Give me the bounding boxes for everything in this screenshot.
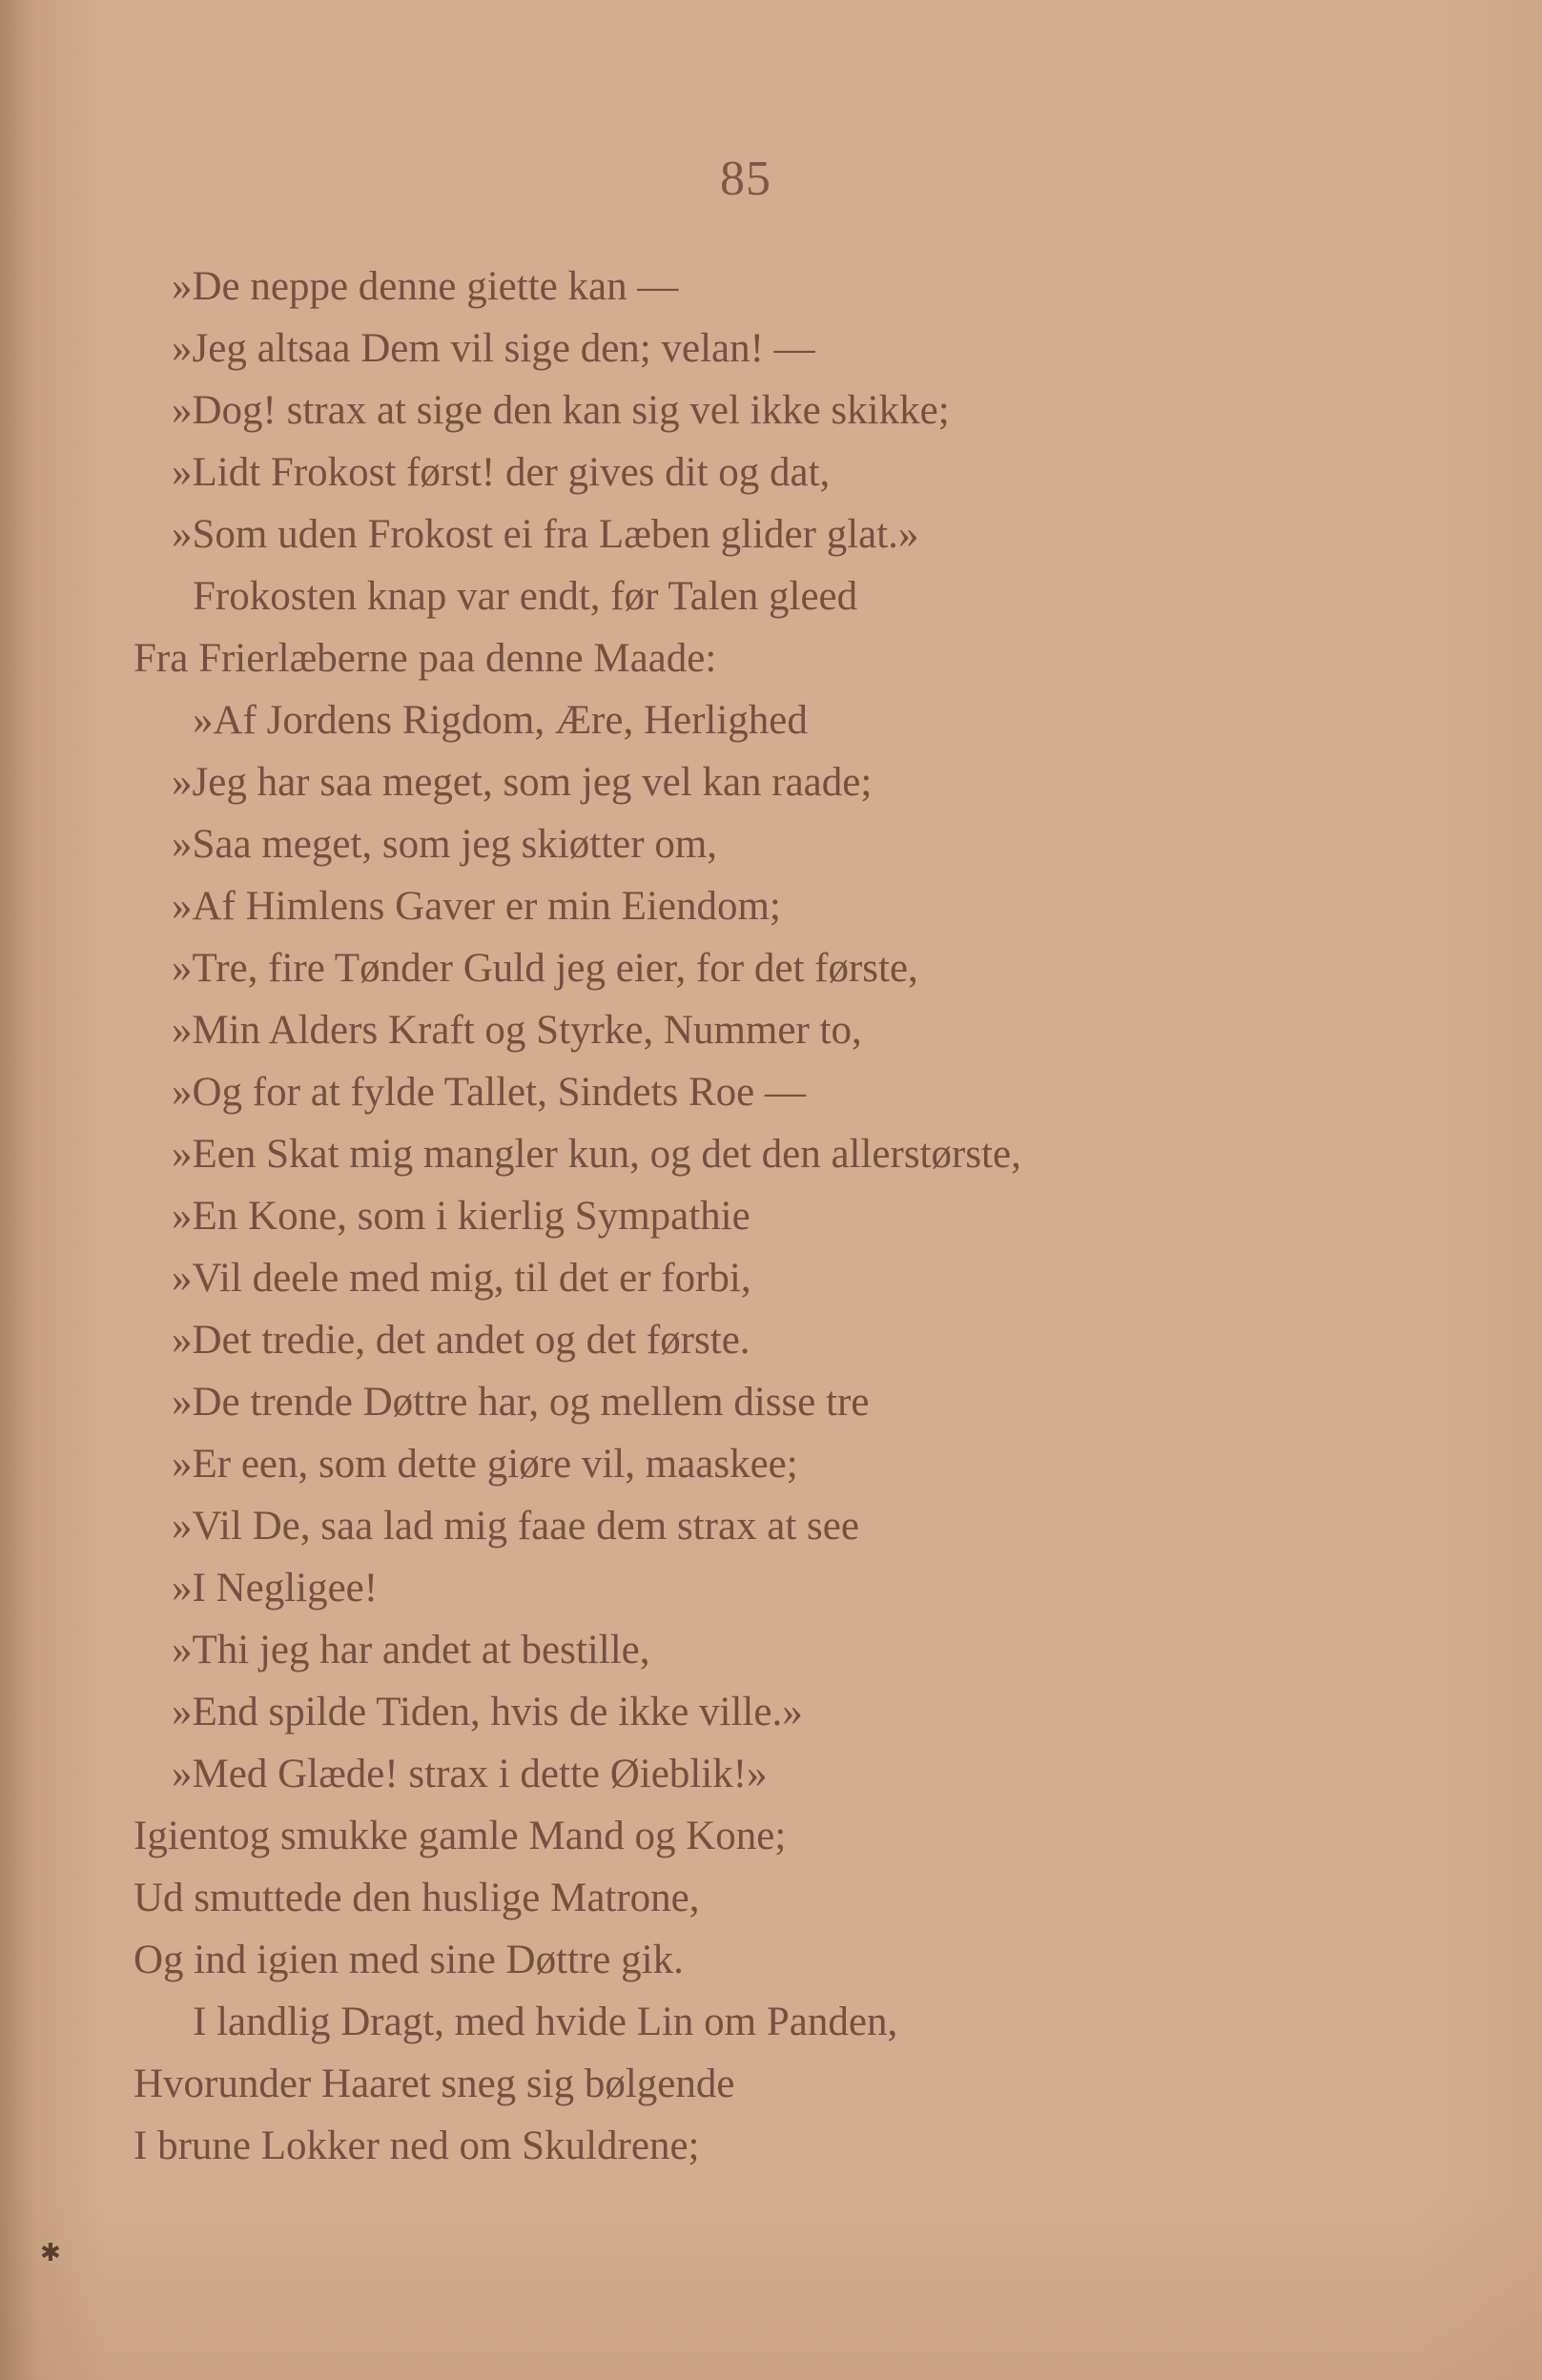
text-line: Igientog smukke gamle Mand og Kone;: [134, 1814, 787, 1858]
margin-mark: ✱: [40, 2239, 61, 2267]
text-line: »Jeg har saa meget, som jeg vel kan raade;: [172, 760, 873, 805]
text-line: I brune Lokker ned om Skuldrene;: [134, 2124, 700, 2168]
page-number: 85: [720, 152, 771, 206]
text-line: »Dog! strax at sige den kan sig vel ikke skikke;: [172, 388, 950, 433]
text-line: »De trende Døttre har, og mellem disse tre: [172, 1380, 870, 1425]
text-line: »Vil deele med mig, til det er forbi,: [172, 1256, 751, 1301]
text-line: »Lidt Frokost først! der gives dit og dat,: [172, 450, 831, 495]
text-line: »De neppe denne giette kan —: [172, 264, 679, 309]
text-line: »End spilde Tiden, hvis de ikke ville.»: [172, 1690, 803, 1734]
text-line: »Er een, som dette giøre vil, maaskee;: [172, 1442, 798, 1487]
text-line: Fra Frierlæberne paa denne Maade:: [134, 636, 717, 681]
text-line: Ud smuttede den huslige Matrone,: [134, 1876, 700, 1920]
text-line: »Saa meget, som jeg skiøtter om,: [172, 822, 718, 867]
text-line: »Een Skat mig mangler kun, og det den allerstørste,: [172, 1132, 1021, 1177]
text-line: »I Negligee!: [172, 1566, 379, 1611]
text-line: »Tre, fire Tønder Guld jeg eier, for det første,: [172, 946, 918, 991]
poem-text: [134, 256, 1488, 2177]
text-line: »En Kone, som i kierlig Sympathie: [172, 1194, 750, 1239]
text-line: »Jeg altsaa Dem vil sige den; velan! —: [172, 326, 815, 371]
text-line: »Af Jordens Rigdom, Ære, Herlighed: [193, 698, 808, 743]
text-line: »Som uden Frokost ei fra Læben glider glat.»: [172, 512, 919, 557]
text-line: »Med Glæde! strax i dette Øieblik!»: [172, 1752, 768, 1796]
text-line: »Thi jeg har andet at bestille,: [172, 1628, 650, 1672]
text-line: »Min Alders Kraft og Styrke, Nummer to,: [172, 1008, 862, 1053]
text-line: I landlig Dragt, med hvide Lin om Panden,: [193, 2000, 898, 2044]
text-line: Frokosten knap var endt, før Talen gleed: [193, 574, 858, 619]
text-line: »Af Himlens Gaver er min Eiendom;: [172, 884, 781, 929]
text-line: Hvorunder Haaret sneg sig bølgende: [134, 2062, 735, 2106]
text-line: »Og for at fylde Tallet, Sindets Roe —: [172, 1070, 806, 1115]
text-line: »Vil De, saa lad mig faae dem strax at see: [172, 1504, 859, 1549]
text-line: »Det tredie, det andet og det første.: [172, 1318, 750, 1363]
text-line: Og ind igien med sine Døttre gik.: [134, 1938, 684, 1982]
